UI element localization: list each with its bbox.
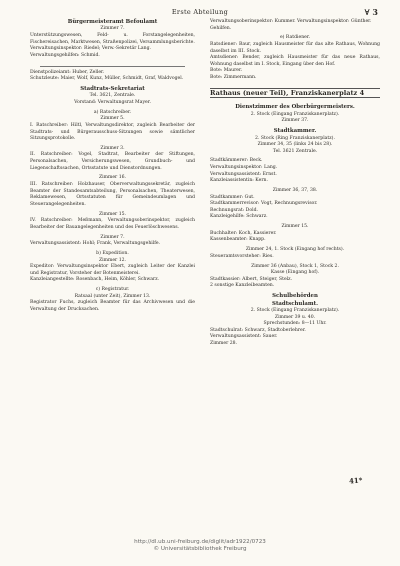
centered-line: Tel. 3621, Zentrale.	[89, 93, 136, 99]
entry-text: Zimmer 28.	[210, 340, 238, 346]
centered-line: Zimmer 34, 35 (links 24 bis 28).	[257, 142, 333, 148]
section-heading: Stadtkammer.	[273, 128, 317, 135]
footer-library: © Universitätsbibliothek Freiburg	[153, 546, 247, 552]
entry-text: Unterstützungswesen, Feld- u. Forstangelegenheiten, Fischereisachen, Marktwesen, Straßenpolizei, Versammlungsberichte.	[30, 33, 195, 45]
centered-line: e) Ratdiener.	[279, 35, 311, 41]
right-column	[210, 19, 380, 347]
centered-line: Zimmer 3.	[100, 145, 125, 151]
divider	[40, 66, 185, 67]
entry-text: Bote: Maurer.	[210, 68, 243, 74]
centered-line: 2. Stock (Eingang Franziskanerplatz).	[250, 111, 340, 117]
entry-text: IV. Ratschreiber: Meßmann, Verwaltungsoberinspektor, zugleich Bearbeiter der Bauangelegenheiten und des Feuerlöschwesens.	[30, 218, 195, 230]
entry-text: Buchhalter: Koch, Kassierer.	[210, 230, 277, 236]
entry-text: Stadtschulrat: Schwarz, Stadtoberlehrer.	[210, 327, 306, 333]
entry-text: I. Ratschreiber: Hiltl, Verwaltungsdirektor, zugleich Bearbeiter der Stadtrats- und Bürgerausschuss-Sitzungen sowie sämtlicher Sitzungsprotokolle.	[30, 122, 195, 142]
centered-line: Tel. 3621 Zentrale.	[272, 148, 318, 154]
entry-text: Bote: Zimmermann.	[210, 74, 257, 80]
section-heading: Stadtrats-Sekretariat	[80, 85, 145, 92]
section-heading: Schulbehörden	[272, 293, 318, 300]
centered-line: Zimmer 24, 1. Stock (Eingang hof rechts).	[245, 247, 345, 253]
entry-text: Stadtkammer: Gut.	[210, 194, 255, 200]
entry-text: Kanzleiangestellte: Rosenbach, Heim, Köhler, Schwarz.	[30, 277, 160, 283]
entry-text: Dienstpolizeiamt: Huber, Zeller.	[30, 69, 105, 75]
left-column	[30, 19, 195, 313]
centered-line: Kasse (Eingang hof).	[270, 270, 320, 276]
running-head: Erste Abteilung	[171, 8, 229, 16]
entry-text: 2 sonstige Kanzleibeamten.	[210, 283, 275, 289]
centered-line: Zimmer 12.	[98, 257, 127, 263]
centered-line: Zimmer 7.	[100, 26, 125, 32]
centered-line: Vorstand: Verwaltungsrat Mayer.	[74, 99, 151, 105]
building-heading: Rathaus (neuer Teil), Franziskanerplatz 4	[210, 88, 380, 98]
entry-text: Verwaltungsinspektor: Riedel; Verw.-Sekretär Lang.	[30, 46, 151, 52]
centered-line: Zimmer 36 (Anbau), Stock 1, Stock 2.	[251, 263, 339, 269]
centered-line: Zimmer 15.	[281, 224, 309, 230]
entry-text: Gehilfen.	[210, 25, 232, 31]
centered-line: Zimmer 7.	[100, 234, 125, 240]
centered-line: Ratsaal (unter Zeit), Zimmer 13.	[74, 293, 151, 299]
centered-line: b) Expedition.	[96, 250, 129, 256]
entry-text: Verwaltungsinspektor: Lang.	[210, 165, 278, 171]
page-stamp: 41*	[348, 475, 363, 486]
entry-text: Expeditor: Verwaltungsinspektor Ebert, zugleich Leiter der Kanzlei und Registratur, Vorsteher der Botenmeisterei.	[30, 264, 195, 276]
centered-line: c) Registratur.	[95, 287, 130, 293]
entry-text: Verwaltungsgehilfen: Schmid.	[30, 52, 100, 58]
centered-line: Zimmer 37.	[281, 118, 309, 124]
centered-line: Zimmer 36, 37, 38.	[272, 188, 318, 194]
page-number: ∀ 3	[364, 7, 378, 17]
entry-text: Stadtkämmerer: Beck.	[210, 158, 263, 164]
centered-line: Zimmer 5.	[100, 116, 125, 122]
section-heading: Stadtschulamt.	[272, 300, 318, 307]
centered-line: Zimmer 39 u. 40.	[274, 314, 316, 320]
entry-text: Verwaltungsassistent: Ernst.	[210, 171, 277, 177]
spacer	[210, 82, 380, 85]
entry-text: Kanzleiassistentin: Kern.	[210, 178, 268, 184]
entry-text: Kanzleigehilfe: Schwarz.	[210, 214, 268, 220]
spacer	[30, 59, 195, 62]
centered-line: a) Ratschreiber.	[93, 109, 132, 115]
footer-url[interactable]: http://dl.ub.uni-freiburg.de/diglit/adr1922/0723	[134, 539, 266, 545]
entry-text: Rechnungsrat: Dold.	[210, 207, 258, 213]
entry-text: Schutzleute: Maier, Wolf, Kunz, Müller, Schmidt, Graf, Waldvogel.	[30, 76, 184, 82]
entry-text: III. Ratschreiber: Holzhauser, Oberverwaltungssekretär, zugleich Beamter der Standesamtsabteilung, Personalsachen, Theaterwesen, Reklamewesen, Ortsstatuten für Gemeindeumlagen und Steuerangelegenheiten.	[30, 182, 195, 207]
entry-text: Ratsdiener: Baur, zugleich Hausmeister für das alte Rathaus, Wohnung daselbst im III. Stock.	[210, 41, 380, 54]
entry-text: Amtsdiener: Bender, zugleich Hausmeister für das neue Rathaus, Wohnung daselbst im I. Stock, Eingang über den Hof.	[210, 55, 380, 67]
entry-text: II. Ratschreiber: Vogel, Stadtrat, Bearbeiter der Stiftungen, Personalsachen, Versicherungswesen, Grundbuch- und Liegenschaftssachen, Ortsstatute und Dienstordnungen.	[30, 152, 195, 171]
centered-line: 2. Stock (Ring Franziskanerplatz).	[255, 135, 335, 141]
entry-text: Steueramtsvorsteher: Ries.	[210, 253, 274, 259]
centered-line: Sprechstunden: 8—11 Uhr.	[263, 321, 327, 327]
entry-text: Verwaltungsassistent: Hohl; Frank, Verwaltungsgehilfe.	[30, 241, 161, 247]
centered-line: 2. Stock (Eingang Franziskanerplatz).	[250, 307, 340, 313]
centered-line: Zimmer 16.	[98, 175, 127, 181]
entry-text: Stadtkassier: Albert, Steiger, Stelz.	[210, 276, 293, 282]
entry-text: Verwaltungsassistent: Sauer.	[210, 334, 278, 340]
section-heading: Dienstzimmer des Oberbürgermeisters.	[235, 104, 355, 111]
entry-text: Verwaltungsoberinspektor: Kummer. Verwaltungsinspektor: Günther.	[210, 19, 372, 24]
footer-citation	[0, 539, 400, 553]
centered-line: Zimmer 15.	[98, 211, 127, 217]
entry-text: Stadtkammerrevisor: Vogt, Rechnungsrevisor.	[210, 201, 318, 207]
entry-text: Registrator Fuchs, zugleich Beamter für das Archivwesen und die Verwaltung der Drucksachen.	[30, 300, 195, 312]
section-heading: Bürgermeisteramt Befoulamt	[67, 19, 158, 25]
entry-text: Kassenbeamter: Knapp.	[210, 237, 266, 243]
